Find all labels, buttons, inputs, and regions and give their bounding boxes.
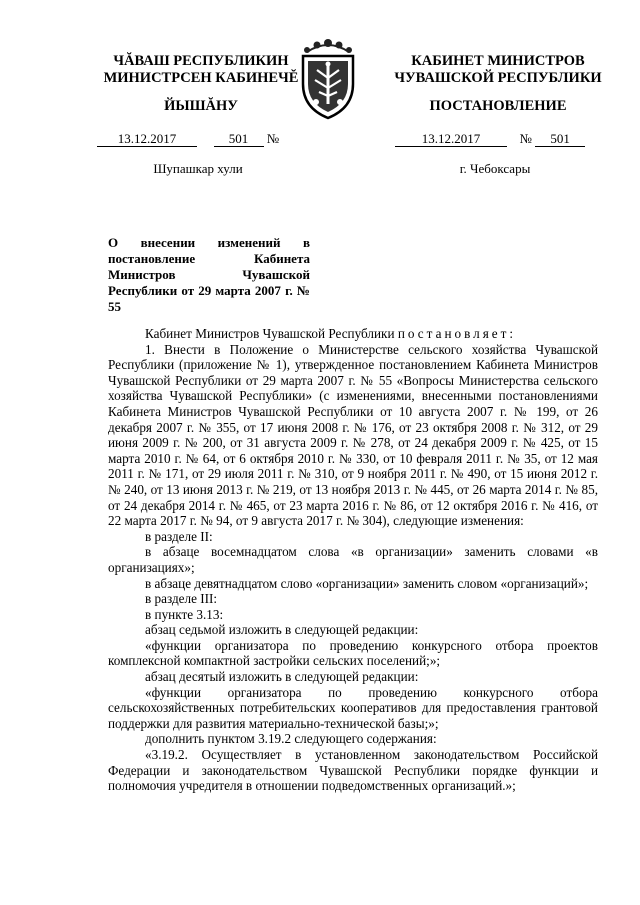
intro-paragraph <box>108 326 598 342</box>
body-paragraph: в разделе III: <box>145 591 218 607</box>
right-number-sign: № <box>519 131 532 146</box>
body-paragraph: «функции организатора по проведению конкурсного отбора сельскохозяйственных потребительских кооперативов для предоставления грантовой поддержки для развития материально-технической базы;»; <box>108 684 598 731</box>
body-paragraph: дополнить пунктом 3.19.2 следующего содержания: <box>145 731 437 747</box>
intro-verb: постановляет: <box>397 326 517 341</box>
header-left-line2: МИНИСТРСЕН КАБИНЕЧĔ <box>103 70 299 86</box>
header-left-line1: ЧĂВАШ РЕСПУБЛИКИН <box>113 53 289 69</box>
right-number: 501 <box>535 131 585 147</box>
body-paragraph: «функции организатора по проведению конкурсного отбора проектов комплексной компактной застройки сельских поселений;»; <box>108 637 598 669</box>
document-subject: О внесении изменений в постановление Кабинета Министров Чувашской Республики от 29 марта 2007 г. № 55 <box>108 235 310 314</box>
body-paragraph: в разделе II: <box>145 528 213 544</box>
header-right-doc-type: ПОСТАНОВЛЕНИЕ <box>429 98 567 114</box>
header-left-doc-type: ЙЫШĂНУ <box>164 98 238 114</box>
body-paragraph: абзац десятый изложить в следующей редакции: <box>145 669 419 685</box>
document-body <box>108 326 598 794</box>
header-left-title <box>96 53 306 87</box>
left-date: 13.12.2017 <box>97 131 197 147</box>
body-paragraph: абзац седьмой изложить в следующей редакции: <box>145 622 419 638</box>
right-date-number-line <box>395 131 615 147</box>
header-right-title <box>382 53 614 87</box>
body-paragraph: 1. Внести в Положение о Министерстве сельского хозяйства Чувашской Республики (приложение № 1), утвержденное постановлением Кабинета Министров Чувашской Республики от 29 марта 2007 г. № 55 «Вопросы Министерства сельского хозяйства Чувашской Республики» (с изменениями, внесенными постановлениями Кабинета Министров Чувашской Республики от 10 августа 2007 г. № 199, от 26 декабря 2007 г. № 355, от 17 июня 2008 г. № 176, от 23 октября 2008 г. № 312, от 29 июня 2009 г. № 200, от 31 августа 2009 г. № 278, от 24 декабря 2009 г. № 425, от 15 марта 2010 г. № 64, от 6 октября 2010 г. № 330, от 10 февраля 2011 г. № 35, от 12 мая 2011 г. № 171, от 29 июля 2011 г. № 310, от 9 ноября 2011 г. № 490, от 15 июня 2012 г. № 240, от 13 июня 2013 г. № 219, от 13 ноября 2013 г. № 445, от 26 марта 2014 г. № 85, от 24 декабря 2014 г. № 465, от 23 марта 2016 г. № 86, от 12 октября 2016 г. № 416, от 22 марта 2017 г. № 94, от 9 августа 2017 г. № 304), следующие изменения: <box>108 341 598 529</box>
body-paragraph: в абзаце восемнадцатом слова «в организации» заменить словами «в организациях»; <box>108 544 598 575</box>
left-number: 501 <box>214 131 264 147</box>
body-paragraph: в абзаце девятнадцатом слово «организации» заменить словом «организаций»; <box>145 575 589 591</box>
right-date: 13.12.2017 <box>395 131 507 147</box>
body-paragraph: «3.19.2. Осуществляет в установленном законодательством Российской Федерации и законодательством Чувашской Республики порядке функции и полномочия учредителя в отношении подведомственных организаций.»; <box>108 747 598 794</box>
header-right-line1: КАБИНЕТ МИНИСТРОВ <box>411 53 585 69</box>
body-paragraph: в пункте 3.13: <box>145 606 224 622</box>
left-city: Шупашкар хули <box>153 161 243 176</box>
left-date-number-line <box>97 131 309 147</box>
header-right-line2: ЧУВАШСКОЙ РЕСПУБЛИКИ <box>394 70 602 86</box>
coat-of-arms-emblem <box>293 34 363 126</box>
intro-prefix: Кабинет Министров Чувашской Республики <box>145 326 395 341</box>
left-number-sign: № <box>266 131 280 146</box>
right-city: г. Чебоксары <box>459 161 531 176</box>
